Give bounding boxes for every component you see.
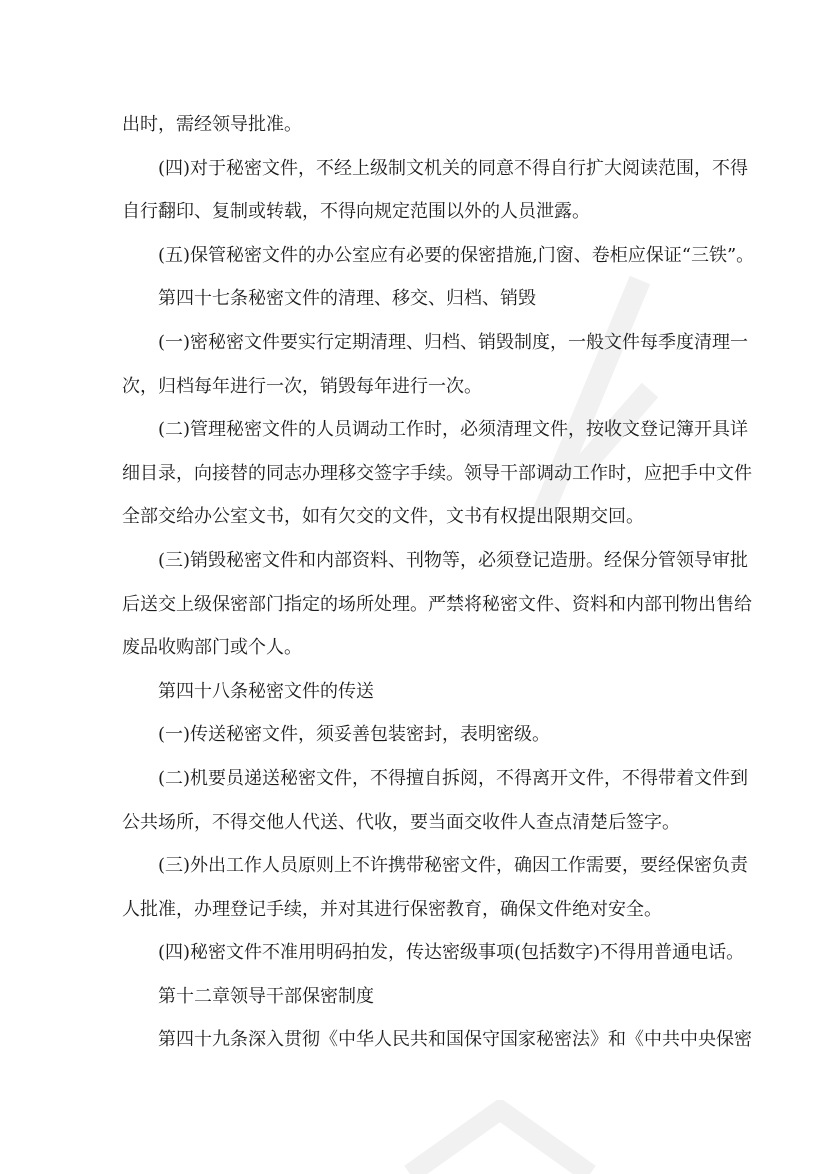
text-line: (五)保管秘密文件的办公室应有必要的保密措施,门窗、卷柜应保证“三铁”。 [158,244,755,266]
paragraph [122,713,704,757]
text-line: (二)机要员递送秘密文件，不得擅自拆阅，不得离开文件，不得带着文件到 [158,767,749,789]
text-line: 全部交给办公室文书，如有欠交的文件，文书有权提出限期交回。 [122,506,644,528]
paragraph [122,277,704,321]
text-line: (四)对于秘密文件，不经上级制文机关的同意不得自行扩大阅读范围，不得 [158,157,749,179]
paragraph [122,844,749,931]
text-line: (四)秘密文件不准用明码拍发，传达密级事项(包括数字)不得用普通电话。 [158,942,745,964]
text-line: 公共场所，不得交他人代送、代收，要当面交收件人查点清楚后签字。 [122,811,680,833]
text-line: 第四十九条深入贯彻《中华人民共和国保守国家秘密法》和《中共中央保密 [158,1029,752,1051]
text-line: 出时，需经领导批准。 [122,114,302,135]
paragraph [122,539,752,670]
text-line: 细目录，向接替的同志办理移交签字手续。领导干部调动工作时，应把手中文件 [122,462,752,484]
text-line: 废品收购部门或个人。 [122,637,302,659]
text-line: (三)外出工作人员原则上不许携带秘密文件，确因工作需要，要经保密负责 [158,855,749,877]
paragraph [122,321,749,408]
text-line: (一)密秘密文件要实行定期清理、归档、销毁制度，一般文件每季度清理一 [158,331,749,353]
text-line: 后送交上级保密部门指定的场所处理。严禁将秘密文件、资料和内部刊物出售给 [122,593,752,615]
paragraph [122,670,704,714]
text-line: 第四十七条秘密文件的清理、移交、归档、销毁 [158,288,536,310]
paragraph [122,147,749,234]
text-line: (一)传送秘密文件，须妥善包装密封，表明密级。 [158,724,551,746]
text-line: 人批准，办理登记手续，并对其进行保密教育，确保文件绝对安全。 [122,898,662,920]
paragraph [122,757,749,844]
paragraph [122,931,745,975]
paragraph [122,1018,752,1062]
text-line: (三)销毁秘密文件和内部资料、刊物等，必须登记造册。经保分管领导审批 [158,549,749,571]
watermark-logo-bottom [400,1100,600,1174]
paragraph [122,103,704,147]
text-line: 自行翻印、复制或转载，不得向规定范围以外的人员泄露。 [122,201,590,223]
document-body [122,103,755,1062]
paragraph [122,975,704,1019]
paragraph [122,408,752,539]
text-line: 第十二章领导干部保密制度 [158,985,374,1007]
text-line: 第四十八条秘密文件的传送 [158,680,374,702]
text-line: (二)管理秘密文件的人员调动工作时，必须清理文件，按收文登记簿开具详 [158,419,749,441]
paragraph [122,234,755,278]
text-line: 次，归档每年进行一次，销毁每年进行一次。 [122,375,482,397]
